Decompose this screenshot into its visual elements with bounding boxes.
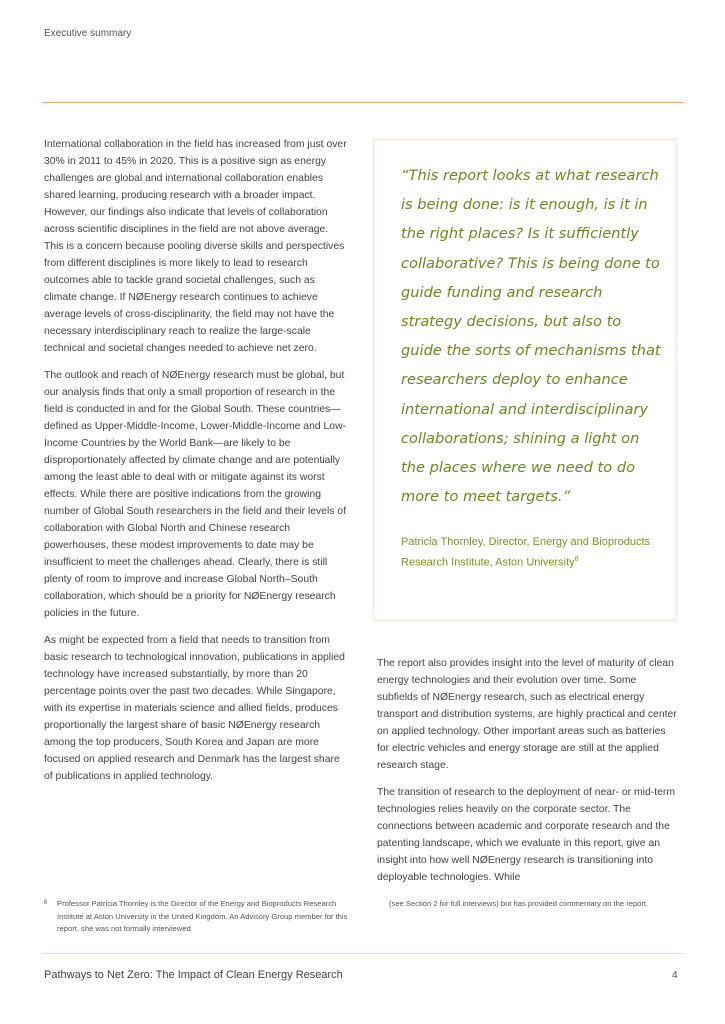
right-column	[377, 655, 677, 896]
body-paragraph: As might be expected from a field that needs to transition from basic research to technological innovation, publications in applied technology have increased substantially, by more than 20 percentage points over the past two decades. While Singapore, with its expertise in materials science and allied fields, produces proportionally the largest share of basic NØEnergy research among the top producers, South Korea and Japan are more focused on applied research and Denmark has the largest share of publications in applied technology.	[44, 635, 345, 782]
section-label: Executive summary	[44, 28, 132, 39]
footer-divider	[42, 953, 683, 954]
footnote	[44, 898, 354, 936]
footnote-marker: 6	[44, 900, 48, 906]
footnote-text: Professor Patricia Thornley is the Director of the Energy and Bioproducts Research Institute at Aston University in the United Kingdom. An Advisory Group member for this report, she was not formally interviewed	[57, 899, 348, 933]
left-column	[44, 136, 350, 795]
footer-title: Pathways to Net Zero: The Impact of Clean Energy Research	[44, 969, 343, 981]
body-paragraph: The transition of research to the deployment of near- or mid-term technologies relies heavily on the corporate sector. The connections between academic and corporate research and the patenting landscape, which we evaluate in this report, give an insight into how well NØEnergy research is transitioning into deployable technologies. While	[377, 787, 676, 883]
quote-attribution	[401, 533, 661, 572]
body-paragraph: The outlook and reach of NØEnergy research must be global, but our analysis finds that only a small proportion of research in the field is conducted in and for the Global South. These countries—defined as Upper-Middle-Income, Lower-Middle-Income and Low-Income Countries by the World Bank—are likely to be disproportionately affected by climate change and are potentially among the least able to deal with or mitigate against its worst effects. While there are positive indications from the growing number of Global South researchers in the field and their levels of collaboration with Global North and Chinese research powerhouses, these modest improvements to date may be insufficient to meet the challenges ahead. Clearly, there is still plenty of room to improve and increase Global North–South collaboration, which should be a priority for NØEnergy research policies in the future.	[44, 370, 347, 619]
body-paragraph: International collaboration in the field has increased from just over 30% in 2011 to 45% in 2020. This is a positive sign as energy challenges are global and international collaboration enables shared learning, producing research with a broader impact. However, our findings also indicate that levels of collaboration across scientific disciplines in the field are not above average. This is a concern because pooling diverse skills and perspectives from different disciplines is more likely to lead to research outcomes able to tackle grand societal challenges, such as climate change. If NØEnergy research continues to achieve average levels of cross-disciplinarity, the field may not have the necessary interdisciplinary reach to realize the large-scale technical and societal changes needed to achieve net zero.	[44, 139, 347, 354]
quote-attribution-text: Patricia Thornley, Director, Energy and Bioproducts Research Institute, Aston University	[401, 536, 651, 570]
page-number: 4	[672, 970, 678, 981]
body-paragraph: The report also provides insight into the level of maturity of clean energy technologies and their evolution over time. Some subfields of NØEnergy research, such as electrical energy transport and distribution systems, are highly practical and center on applied technology. Other important areas such as batteries for electric vehicles and energy storage are still at the applied research stage.	[377, 658, 677, 771]
pull-quote-box	[372, 138, 678, 622]
footnote-reference: 6	[574, 556, 579, 564]
header-divider	[42, 102, 683, 103]
footnote-continuation: (see Section 2 for full interviews) but has provided commentary on the report.	[389, 899, 649, 908]
pull-quote-text: “This report looks at what research is being done: is it enough, is it in the right places? Is it sufficiently collaborative? This is being done to guide funding and research strategy decisions, but also to guide the sorts of mechanisms that researchers deploy to enhance international and interdisciplinary collaborations; shining a light on the places where we need to do more to meet targets.”	[401, 167, 661, 506]
